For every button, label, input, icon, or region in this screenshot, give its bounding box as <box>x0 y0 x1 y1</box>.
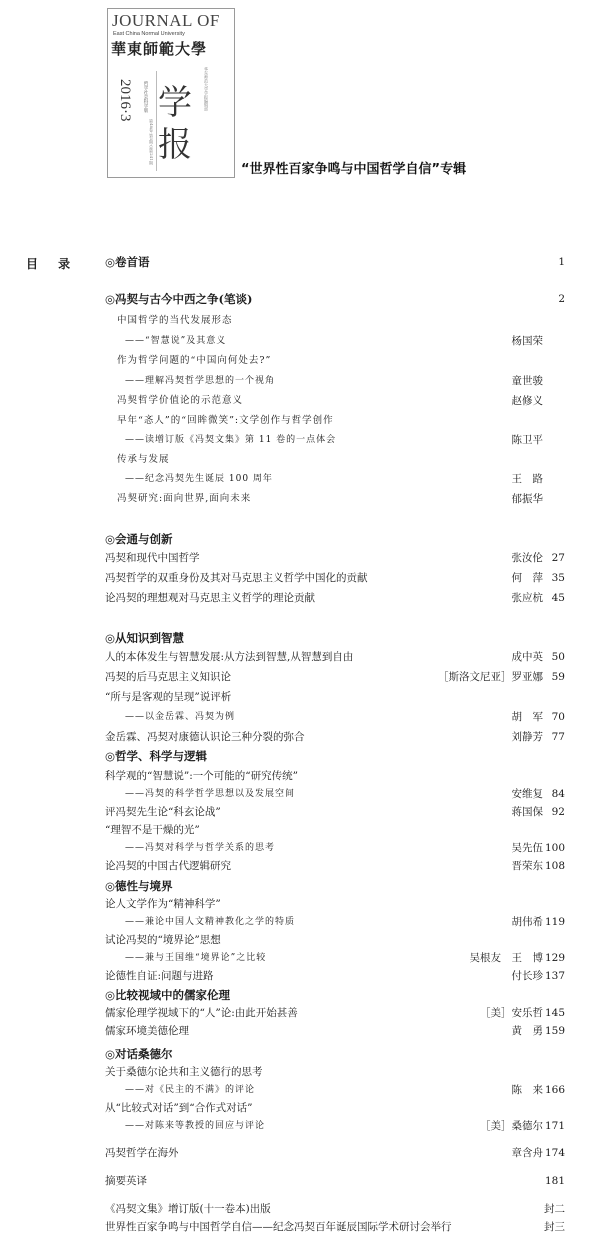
toc-entry-page: 159 <box>544 1025 565 1037</box>
toc-entry-title: 论冯契的理想观对马克思主义哲学的理论贡献 <box>105 592 315 604</box>
toc-section-heading <box>105 1045 565 1063</box>
toc-entry-title: 评冯契先生论“科玄论战” <box>105 806 221 818</box>
toc-entry <box>105 728 565 746</box>
toc-entry <box>105 490 565 508</box>
toc-entry <box>105 949 565 967</box>
toc-entry-title: 儒家环境美德伦理 <box>105 1025 189 1037</box>
toc-entry-page: 100 <box>544 842 565 854</box>
toc-entry-author: 陈卫平 <box>511 434 543 446</box>
toc-entry-author: 何 萍 <box>511 572 543 584</box>
toc-entry-title: 论人文学作为“精神科学” <box>105 898 221 910</box>
journal-cover <box>107 8 235 178</box>
toc-entry-title: 科学观的“智慧说”:一个可能的“研究传统” <box>105 770 299 782</box>
toc-entry-page: 2 <box>558 293 565 305</box>
toc-entry-title: ◎会通与创新 <box>105 532 173 546</box>
university-en-name: East China Normal University <box>113 31 185 37</box>
toc-entry <box>105 1063 565 1081</box>
toc-entry-title: 冯契哲学的双重身份及其对马克思主义哲学中国化的贡献 <box>105 572 368 584</box>
toc-entry-title: 儒家伦理学视域下的“人”论:由此开始甚善 <box>105 1007 298 1019</box>
toc-entry-author: 安维复 <box>511 788 543 800</box>
toc-entry-title: 人的本体发生与智慧发展:从方法到智慧,从智慧到自由 <box>105 651 354 663</box>
toc-entry <box>105 1200 565 1218</box>
toc-entry-title: “理智不是干燥的光” <box>105 824 200 836</box>
toc-entry-title: 世界性百家争鸣与中国哲学自信——纪念冯契百年诞辰国际学术研讨会举行 <box>105 1221 452 1233</box>
toc-entry-page: 108 <box>544 860 565 872</box>
toc-entry-title: ◎德性与境界 <box>105 879 173 893</box>
toc-entry-page: 35 <box>551 572 565 584</box>
toc-entry-title: ——读增订版《冯契文集》第 11 卷的一点体会 <box>125 435 337 445</box>
toc-entry-author: 胡 军 <box>511 711 543 723</box>
journal-en-title: JOURNAL OF <box>112 11 220 30</box>
toc-entry-author: 蒋国保 <box>511 806 543 818</box>
toc-entry-author: 吴先伍 <box>511 842 543 854</box>
toc-entry <box>105 1099 565 1117</box>
toc-entry-author: ［美］安乐哲 <box>480 1007 543 1019</box>
toc-entry-title: ——冯契对科学与哲学关系的思考 <box>125 843 276 853</box>
toc-entry-title: “所与是客观的呈现”说评析 <box>105 691 232 703</box>
toc-entry-page: 77 <box>551 731 565 743</box>
toc-entry <box>105 1117 565 1135</box>
toc-entry <box>105 803 565 821</box>
toc-entry-title: ——“智慧说”及其意义 <box>125 336 227 346</box>
toc-entry-title: ——兼论中国人文精神教化之学的特质 <box>125 917 296 927</box>
toc-entry <box>105 1144 565 1162</box>
toc-entry <box>105 589 565 607</box>
toc-section-heading <box>105 629 565 647</box>
toc-entry <box>105 668 565 686</box>
toc-entry-title: 中国哲学的当代发展形态 <box>117 315 233 326</box>
toc-entry <box>105 931 565 949</box>
toc-entry <box>105 821 565 839</box>
toc-entry <box>105 839 565 857</box>
toc-entry <box>105 1081 565 1099</box>
toc-entry-author: 张汝伦 <box>511 552 543 564</box>
toc-entry-page: 137 <box>544 970 565 982</box>
toc-entry-author: 陈 来 <box>511 1084 543 1096</box>
cover-char-bao: 报 <box>158 125 192 165</box>
edition-label: 哲学社会科学版 <box>143 81 148 113</box>
toc-entry-title: ◎从知识到智慧 <box>105 631 185 645</box>
toc-heading: 目 录 <box>26 257 79 271</box>
toc-entry-title: 早年“忞人”的“回眸微笑”:文学创作与哲学创作 <box>117 415 334 426</box>
toc-entry-author: 童世骏 <box>511 375 543 387</box>
toc-entry <box>105 549 565 567</box>
toc-section-heading <box>105 253 565 271</box>
toc-entry-title: 金岳霖、冯契对康德认识论三种分裂的弥合 <box>105 731 305 743</box>
toc-entry-page: 181 <box>544 1175 565 1187</box>
toc-entry-author: 刘静芳 <box>511 731 543 743</box>
toc-entry-title: 作为哲学问题的“中国向何处去?” <box>117 355 272 366</box>
cover-volume-text: 第48卷·第3期·总第241期 <box>149 119 154 165</box>
toc-entry <box>105 1172 565 1190</box>
toc-entry <box>105 312 565 330</box>
toc-entry <box>105 372 565 390</box>
toc-entry-author: 胡伟希 <box>511 916 543 928</box>
toc-entry <box>105 895 565 913</box>
toc-entry-page: 45 <box>551 592 565 604</box>
toc-entry <box>105 470 565 488</box>
toc-entry <box>105 352 565 370</box>
toc-entry-author: 张应杭 <box>511 592 543 604</box>
toc-entry-author: 王 路 <box>511 473 543 485</box>
toc-entry-title: 冯契哲学价值论的示范意义 <box>117 395 244 406</box>
toc-entry <box>105 431 565 449</box>
toc-entry-page: 166 <box>544 1084 565 1096</box>
toc-entry-title: 论冯契的中国古代逻辑研究 <box>105 860 231 872</box>
toc-entry-page: 145 <box>544 1007 565 1019</box>
toc-entry-title: ——对陈来等教授的回应与评论 <box>125 1121 266 1131</box>
university-cn-name: 華東師範大學 <box>111 40 208 58</box>
toc-entry-author: 晋荣东 <box>511 860 543 872</box>
toc-entry-title: ◎比较视域中的儒家伦理 <box>105 988 231 1002</box>
toc-entry <box>105 967 565 985</box>
toc-entry-page: 1 <box>558 256 565 268</box>
toc-entry <box>105 451 565 469</box>
toc-entry-title: ——兼与王国维“境界论”之比较 <box>125 953 267 963</box>
toc-entry-page: 92 <box>551 806 565 818</box>
toc-entry-title: 试论冯契的“境界论”思想 <box>105 934 221 946</box>
toc-entry-title: 关于桑德尔论共和主义德行的思考 <box>105 1066 263 1078</box>
toc-entry <box>105 785 565 803</box>
toc-entry-author: 付长珍 <box>511 970 543 982</box>
toc-entry <box>105 412 565 430</box>
toc-section-heading <box>105 747 565 765</box>
toc-entry-title: 从“比较式对话”到“合作式对话” <box>105 1102 253 1114</box>
toc-section-heading <box>105 877 565 895</box>
toc-entry-title: ◎对话桑德尔 <box>105 1047 173 1061</box>
toc-entry <box>105 1004 565 1022</box>
toc-entry <box>105 569 565 587</box>
toc-entry-title: 冯契的后马克思主义知识论 <box>105 671 231 683</box>
toc-entry-page: 27 <box>551 552 565 564</box>
toc-entry-author: 章含舟 <box>511 1147 543 1159</box>
toc-entry-title: ——对《民主的不满》的评论 <box>125 1085 256 1095</box>
toc-entry <box>105 708 565 726</box>
special-issue-title: “世界性百家争鸣与中国哲学自信”专辑 <box>241 162 467 177</box>
toc-entry-title: ◎冯契与古今中西之争(笔谈) <box>105 292 253 306</box>
toc-entry-author: 杨国荣 <box>511 335 543 347</box>
toc-entry-title: ◎卷首语 <box>105 255 150 269</box>
toc-entry <box>105 688 565 706</box>
toc-entry-title: 冯契哲学在海外 <box>105 1147 179 1159</box>
toc-section-heading <box>105 290 565 308</box>
toc-entry <box>105 332 565 350</box>
toc-entry-title: 冯契研究:面向世界,面向未来 <box>117 493 252 504</box>
cover-char-xue: 学 <box>158 83 192 123</box>
toc-entry <box>105 648 565 666</box>
toc-entry <box>105 1022 565 1040</box>
toc-entry-title: 冯契和现代中国哲学 <box>105 552 200 564</box>
toc-entry-author: ［美］桑德尔 <box>480 1120 543 1132</box>
toc-entry-title: ——冯契的科学哲学思想以及发展空间 <box>125 789 296 799</box>
toc-entry-title: ——纪念冯契先生诞辰 100 周年 <box>125 474 273 484</box>
cover-side-text: 华东师范大学学报编辑部 <box>204 67 209 111</box>
toc-entry-page: 174 <box>544 1147 565 1159</box>
toc-entry-title: 摘要英译 <box>105 1175 147 1187</box>
toc-entry-page: 171 <box>544 1120 565 1132</box>
toc-entry-title: ——理解冯契哲学思想的一个视角 <box>125 376 276 386</box>
toc-entry-title: 论德性自证:问题与进路 <box>105 970 214 982</box>
toc-entry-page: 119 <box>544 916 565 928</box>
toc-entry-page: 50 <box>551 651 565 663</box>
issue-year: 2016·3 <box>117 79 133 122</box>
toc-entry-page: 59 <box>551 671 565 683</box>
toc-entry <box>105 1218 565 1236</box>
toc-entry <box>105 392 565 410</box>
toc-entry-title: 《冯契文集》增订版(十一卷本)出版 <box>105 1203 271 1215</box>
toc-entry-page: 封三 <box>544 1221 565 1233</box>
toc-entry-title: ——以金岳霖、冯契为例 <box>125 712 236 722</box>
toc-entry-author: 黄 勇 <box>511 1025 543 1037</box>
toc-entry-page: 129 <box>544 952 565 964</box>
toc-entry-author: 郁振华 <box>511 493 543 505</box>
toc-entry-author: 赵修义 <box>511 395 543 407</box>
toc-entry-page: 封二 <box>544 1203 565 1215</box>
toc-entry-author: 成中英 <box>511 651 543 663</box>
toc-section-heading <box>105 530 565 548</box>
toc-section-heading <box>105 986 565 1004</box>
cover-divider <box>156 71 157 171</box>
toc-entry <box>105 857 565 875</box>
toc-entry-author: ［斯洛文尼亚］罗亚娜 <box>438 671 543 683</box>
toc-entry-author: 吴根友 王 博 <box>469 952 543 964</box>
toc-entry-page: 70 <box>551 711 565 723</box>
toc-entry-page: 84 <box>551 788 565 800</box>
toc-entry-title: ◎哲学、科学与逻辑 <box>105 749 208 763</box>
toc-entry <box>105 767 565 785</box>
toc-entry <box>105 913 565 931</box>
toc-entry-title: 传承与发展 <box>117 454 170 465</box>
